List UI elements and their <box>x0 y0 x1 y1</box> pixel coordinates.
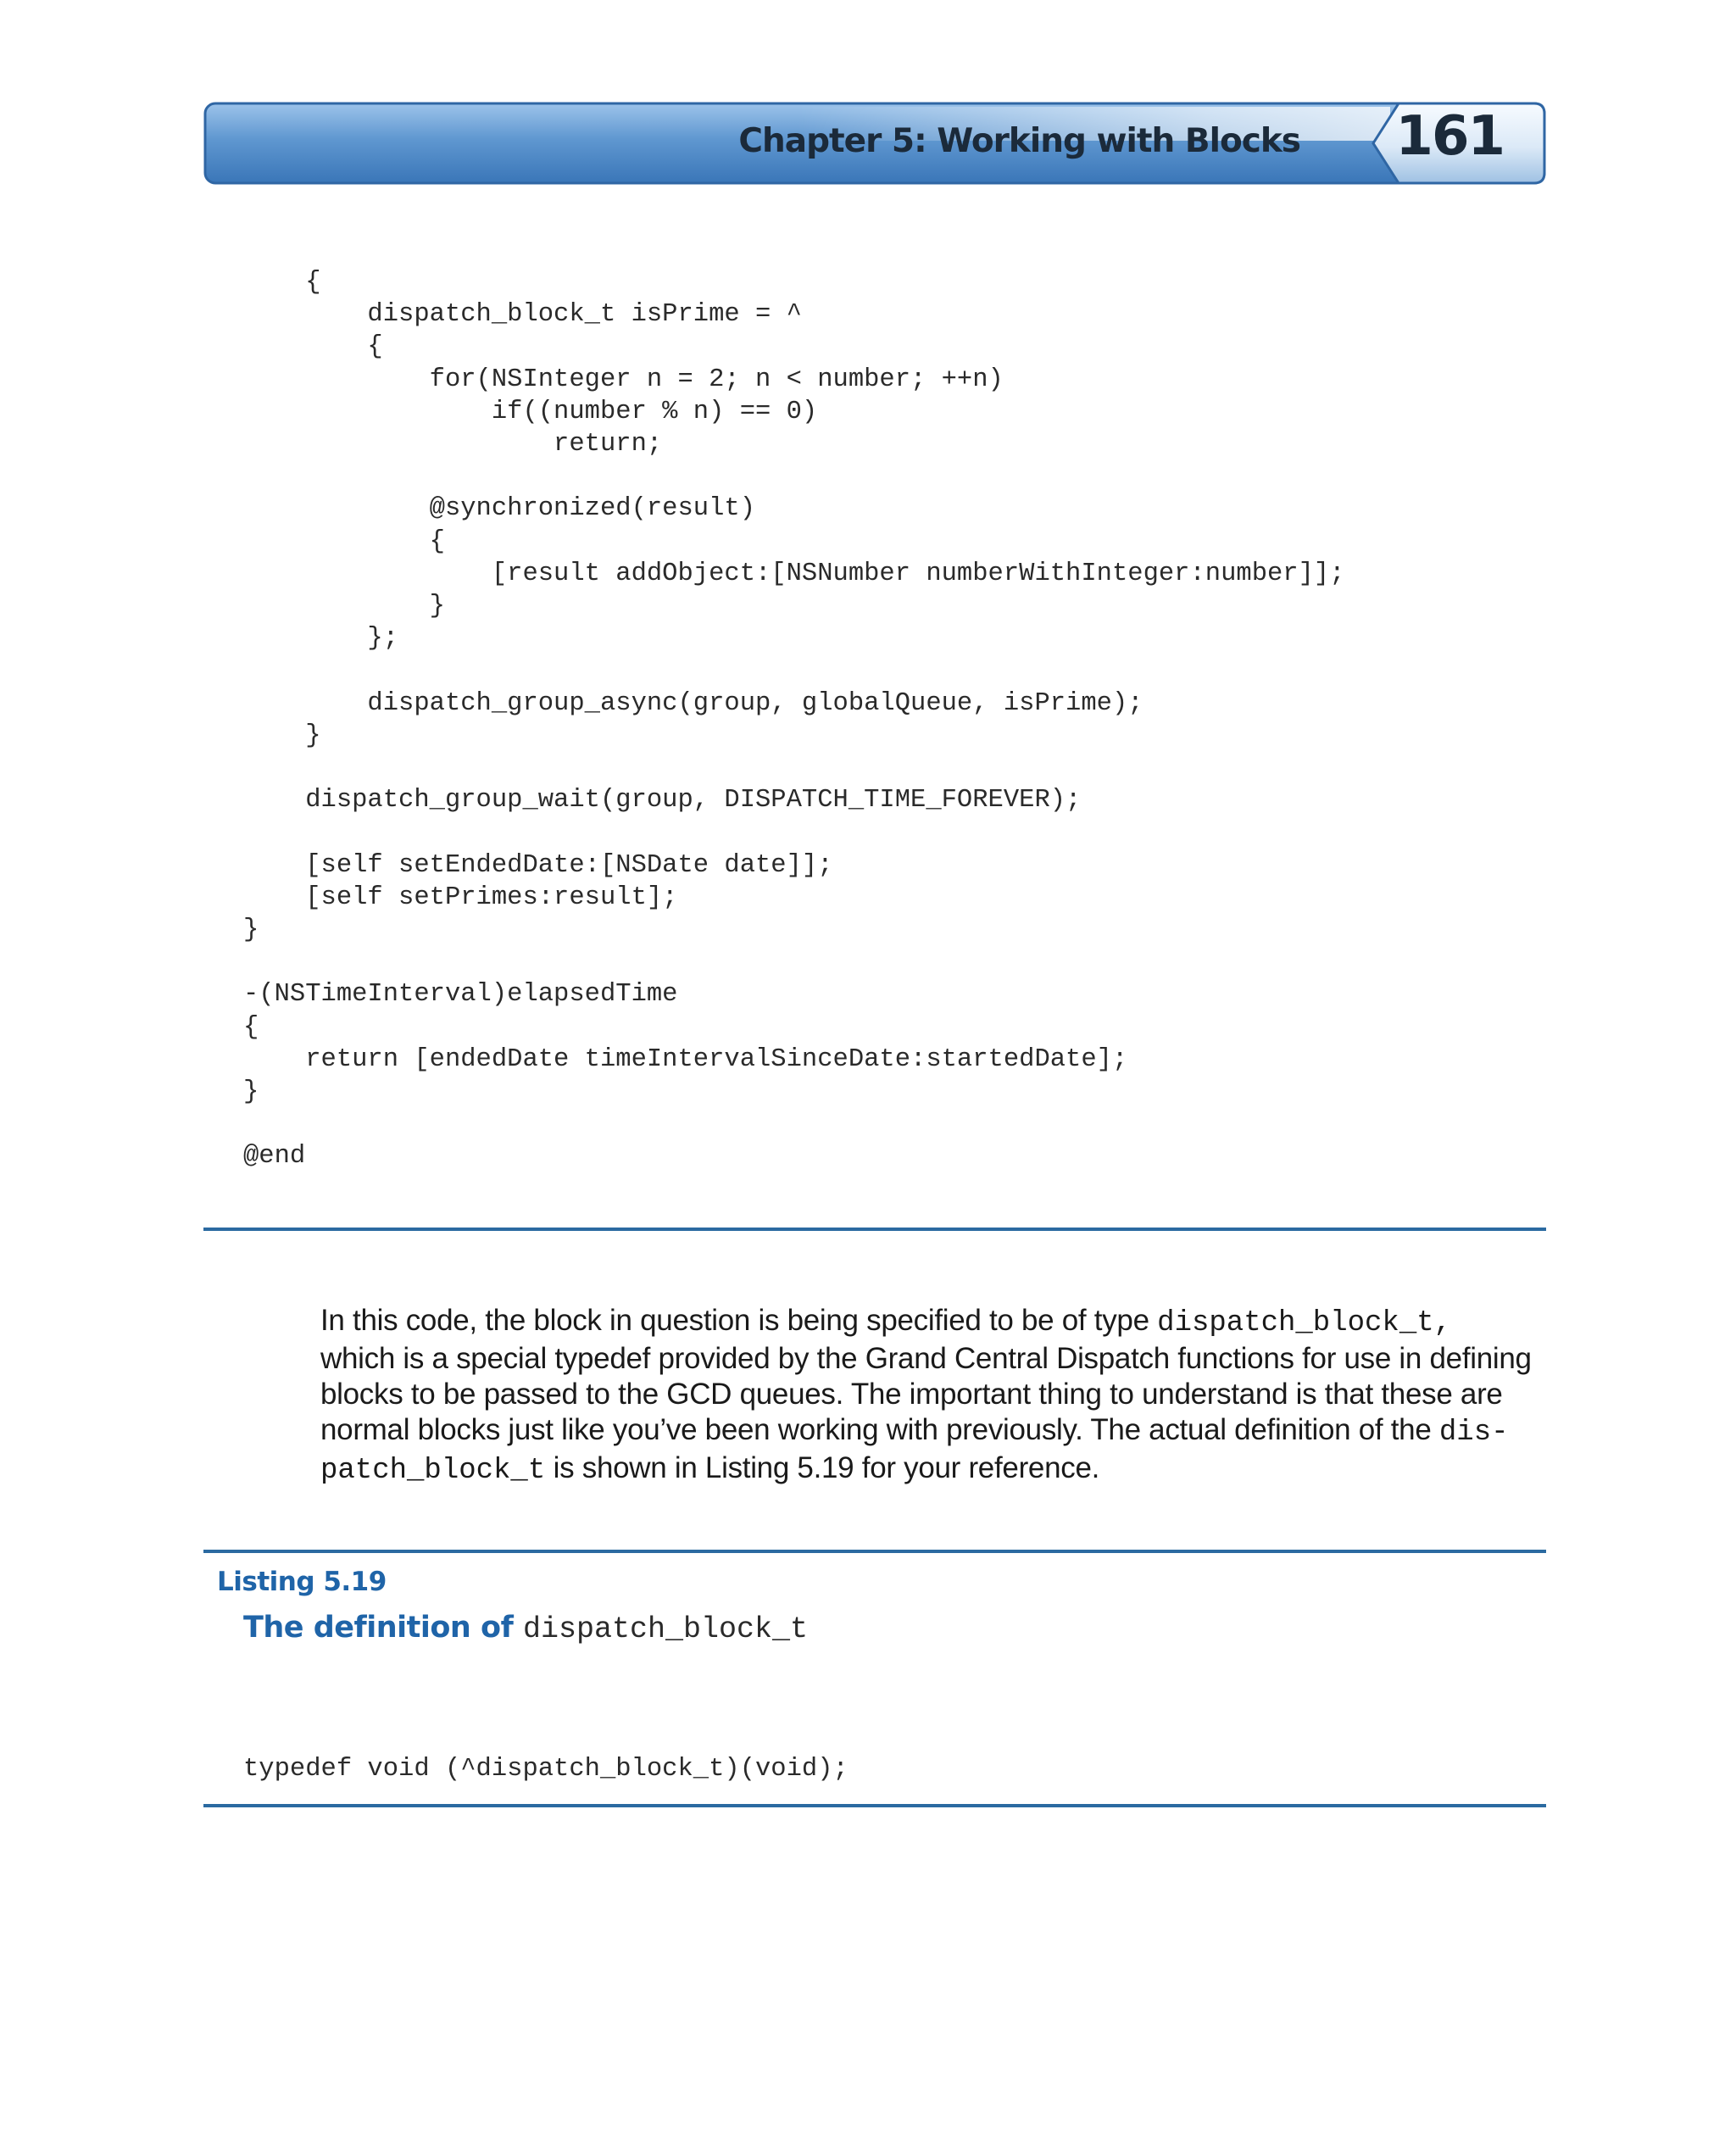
inline-code: dis- <box>1438 1417 1509 1449</box>
code-listing <box>243 266 1345 1173</box>
code-line: { <box>243 332 383 362</box>
listing-label: Listing 5.19 <box>217 1567 387 1597</box>
inline-code: patch_block_t <box>320 1455 546 1487</box>
listing-title-code: dispatch_block_t <box>522 1612 809 1646</box>
paragraph-text: normal blocks just like you’ve been working with previously. The actual definition of the <box>320 1413 1439 1446</box>
code-line: } <box>243 916 259 945</box>
page-number: 161 <box>1395 105 1504 168</box>
body-paragraph <box>320 1303 1541 1489</box>
paragraph-line <box>320 1303 1541 1341</box>
code-line: dispatch_group_async(group, globalQueue, isPrime); <box>243 688 1143 718</box>
code-line: } <box>243 1077 259 1107</box>
code-line: [result addObject:[NSNumber numberWithInteger:number]]; <box>243 559 1345 588</box>
code-line: }; <box>243 624 399 654</box>
code-line: return; <box>243 430 663 459</box>
code-line: @synchronized(result) <box>243 494 755 524</box>
paragraph-text: is shown in Listing 5.19 for your reference. <box>545 1451 1100 1484</box>
code-line: if((number % n) == 0) <box>243 397 818 426</box>
listing-top-rule <box>203 1550 1546 1553</box>
paragraph-line <box>320 1412 1541 1450</box>
code-line: { <box>243 268 321 297</box>
chapter-header <box>203 102 1546 185</box>
chapter-title: Chapter 5: Working with Blocks <box>738 122 1300 160</box>
code-line: [self setPrimes:result]; <box>243 882 678 912</box>
paragraph-line: which is a special typedef provided by the Grand Central Dispatch functions for use in defining <box>320 1342 1532 1375</box>
code-line: { <box>243 1012 259 1042</box>
code-line: -(NSTimeInterval)elapsedTime <box>243 980 678 1010</box>
code-line: } <box>243 721 321 750</box>
code-line: } <box>243 592 445 621</box>
listing-bottom-rule <box>203 1804 1546 1807</box>
paragraph-line: blocks to be passed to the GCD queues. The important thing to understand is that these are <box>320 1378 1503 1411</box>
paragraph-text: In this code, the block in question is being specified to be of type <box>320 1304 1158 1337</box>
listing-title <box>243 1611 808 1646</box>
code-line: { <box>243 526 445 556</box>
code-line: [self setEndedDate:[NSDate date]]; <box>243 850 833 880</box>
paragraph-line <box>320 1450 1541 1489</box>
code-line: return [endedDate timeIntervalSinceDate:startedDate]; <box>243 1044 1128 1074</box>
code-line: dispatch_block_t isPrime = ^ <box>243 300 802 330</box>
inline-code: dispatch_block_t, <box>1157 1307 1452 1339</box>
code-line: for(NSInteger n = 2; n < number; ++n) <box>243 365 1004 394</box>
code-line: @end <box>243 1142 306 1172</box>
section-rule <box>203 1228 1546 1231</box>
listing-title-text: The definition of <box>243 1611 523 1645</box>
code-line: dispatch_group_wait(group, DISPATCH_TIME_FOREVER); <box>243 786 1082 816</box>
typedef-code: typedef void (^dispatch_block_t)(void); <box>243 1755 849 1784</box>
